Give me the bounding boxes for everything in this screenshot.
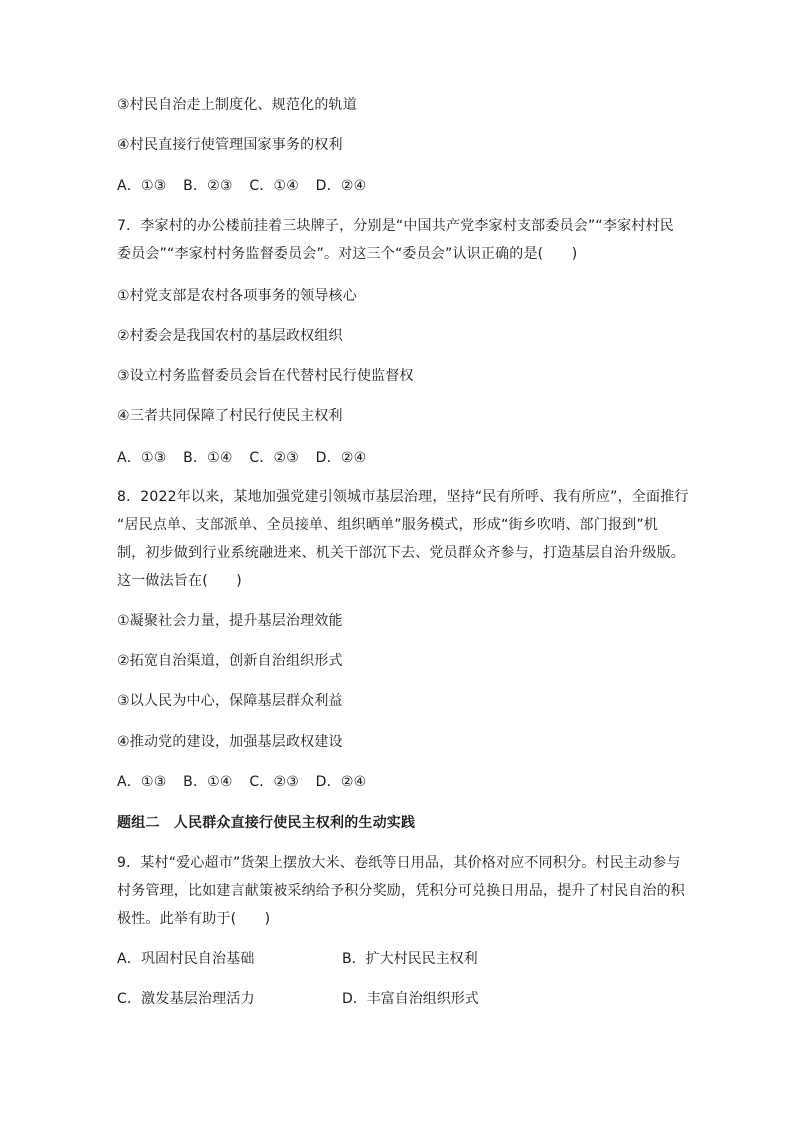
q9-choice-c[interactable]: C．激发基层治理活力: [117, 991, 255, 1007]
q7-statement-2: ②村委会是我国农村的基层政权组织: [117, 328, 343, 344]
q8-choice-a[interactable]: A．①③: [117, 774, 167, 790]
q7-stem-line-2: 委员会”“李家村村务监督委员会”。对这三个“委员会”认识正确的是( ): [117, 246, 578, 262]
q7-choice-a[interactable]: A．①③: [117, 450, 167, 466]
q7-choice-d[interactable]: D．②④: [315, 450, 367, 466]
q6-choice-a[interactable]: A．①③: [117, 178, 167, 194]
q6-statement-3: ③村民自治走上制度化、规范化的轨道: [117, 97, 357, 113]
q8-choice-d[interactable]: D．②④: [315, 774, 367, 790]
q8-stem-line-1: 8．2022年以来，某地加强党建引领城市基层治理，坚持“民有所呼、我有所应”，全面推行: [117, 489, 689, 505]
q8-statement-4: ④推动党的建设，加强基层政权建设: [117, 734, 343, 750]
q8-statement-3: ③以人民为中心，保障基层群众利益: [117, 693, 343, 709]
q7-statement-3: ③设立村务监督委员会旨在代替村民行使监督权: [117, 368, 414, 384]
q7-choice-c[interactable]: C．②③: [249, 450, 299, 466]
q8-statement-1: ①凝聚社会力量，提升基层治理效能: [117, 613, 343, 629]
q7-statement-4: ④三者共同保障了村民行使民主权利: [117, 408, 343, 424]
q8-choices: [117, 772, 378, 792]
q7-choices: [117, 448, 378, 468]
q8-stem-line-4: 这一做法旨在( ): [117, 573, 242, 589]
q9-stem-line-2: 村务管理，比如建言献策被采纳给予积分奖励，凭积分可兑换日用品，提升了村民自治的积: [117, 883, 685, 899]
q9-choice-b[interactable]: B．扩大村民民主权利: [342, 951, 478, 967]
q8-stem-line-3: 制，初步做到行业系统融进来、机关干部沉下去、党员群众齐参与，打造基层自治升级版。: [117, 545, 685, 561]
q6-choices: [117, 176, 378, 196]
q6-choice-d[interactable]: D．②④: [315, 178, 367, 194]
q7-statement-1: ①村党支部是农村各项事务的领导核心: [117, 288, 357, 304]
q6-statement-4: ④村民直接行使管理国家事务的权利: [117, 137, 343, 153]
q8-choice-b[interactable]: B．①④: [183, 774, 233, 790]
section-heading: 题组二 人民群众直接行使民主权利的生动实践: [117, 815, 416, 831]
q9-choice-a[interactable]: A．巩固村民自治基础: [117, 951, 255, 967]
q9-stem-line-3: 极性。此举有助于( ): [117, 911, 271, 927]
q9-choice-d[interactable]: D．丰富自治组织形式: [342, 991, 479, 1007]
q7-choice-b[interactable]: B．①④: [183, 450, 233, 466]
q8-choice-c[interactable]: C．②③: [249, 774, 299, 790]
q7-stem-line-1: 7．李家村的办公楼前挂着三块牌子，分别是“中国共产党李家村支部委员会”“李家村村民: [117, 218, 674, 234]
q9-stem-line-1: 9．某村“爱心超市”货架上摆放大米、卷纸等日用品，其价格对应不同积分。村民主动参与: [117, 855, 681, 871]
q6-choice-c[interactable]: C．①④: [249, 178, 299, 194]
q8-stem-line-2: “居民点单、支部派单、全员接单、组织晒单”服务模式，形成“街乡吹哨、部门报到”机: [117, 517, 659, 533]
q8-statement-2: ②拓宽自治渠道，创新自治组织形式: [117, 653, 343, 669]
q6-choice-b[interactable]: B．②③: [183, 178, 233, 194]
